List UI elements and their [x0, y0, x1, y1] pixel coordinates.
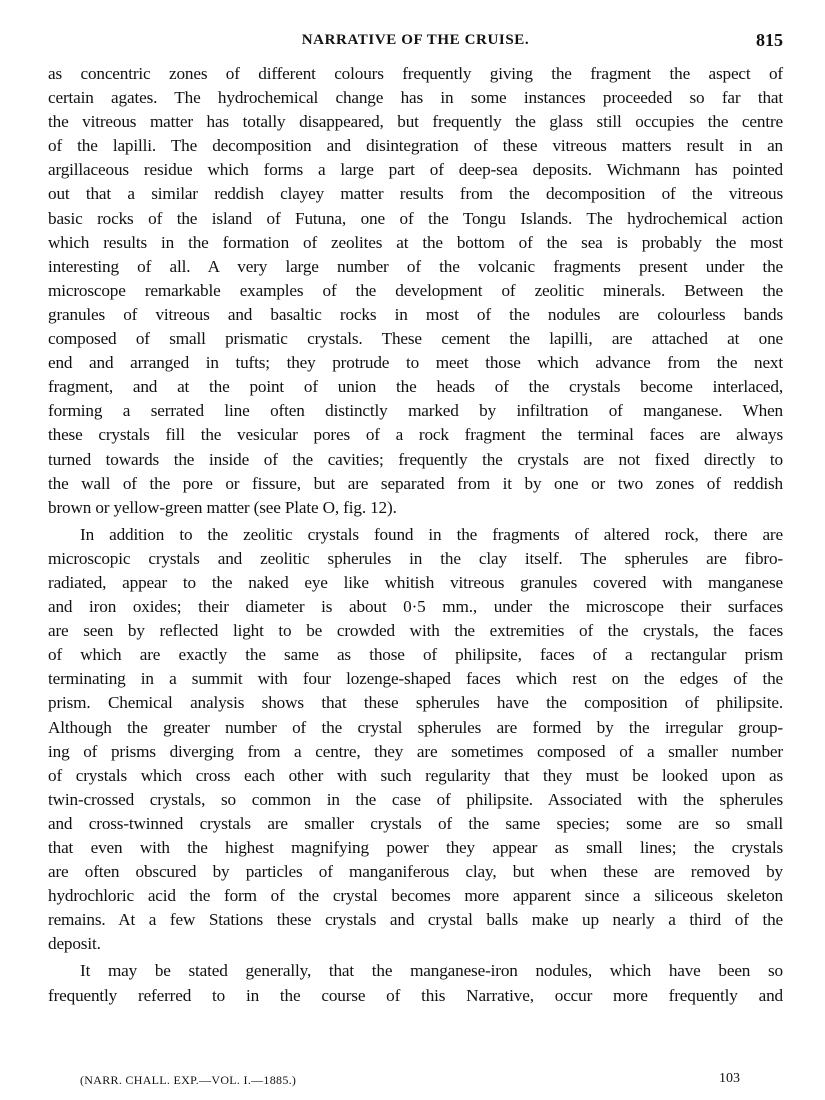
running-head: [48, 32, 783, 56]
text-line: deposit.: [48, 934, 101, 954]
text-line: composed of small prismatic crystals. These cement the lapilli, are attached at one: [48, 329, 783, 349]
text-line: the vitreous matter has totally disappeared, but frequently the glass still occupies the centre: [48, 112, 783, 132]
text-line: out that a similar reddish clayey matter results from the decomposition of the vitreous: [48, 184, 783, 204]
paragraph: [48, 959, 783, 1007]
text-line: basic rocks of the island of Futuna, one of the Tongu Islands. The hydrochemical action: [48, 208, 783, 228]
text-line: In addition to the zeolitic crystals found in the fragments of altered rock, there are: [80, 524, 783, 544]
text-line: fragment, and at the point of union the heads of the crystals become interlaced,: [48, 377, 783, 397]
text-line: as concentric zones of different colours frequently giving the fragment the aspect of: [48, 64, 783, 83]
text-line: It may be stated generally, that the manganese-iron nodules, which have been so: [80, 961, 783, 981]
text-line: forming a serrated line often distinctly marked by infiltration of manganese. When: [48, 401, 783, 421]
text-line: remains. At a few Stations these crystals and crystal balls make up nearly a third of the: [48, 910, 783, 930]
text-line: twin-crossed crystals, so common in the case of philipsite. Associated with the spherules: [48, 789, 783, 809]
text-line: interesting of all. A very large number of the volcanic fragments present under the: [48, 256, 783, 276]
text-line: end and arranged in tufts; they protrude to meet those which advance from the next: [48, 353, 783, 373]
text-line: brown or yellow-green matter (see Plate O, fig. 12).: [48, 497, 397, 517]
paragraph: [48, 62, 783, 520]
text-line: radiated, appear to the naked eye like whitish vitreous granules covered with manganese: [48, 572, 783, 592]
text-line: certain agates. The hydrochemical change has in some instances proceeded so far that: [48, 88, 783, 108]
footer-imprint: (NARR. CHALL. EXP.—VOL. I.—1885.): [80, 1073, 297, 1087]
text-line: and cross-twinned crystals are smaller crystals of the same species; some are so small: [48, 813, 783, 833]
text-line: hydrochloric acid the form of the crystal becomes more apparent since a siliceous skeleton: [48, 886, 783, 906]
text-line: turned towards the inside of the cavities; frequently the crystals are not fixed directly to: [48, 449, 783, 469]
page-number: 815: [756, 30, 783, 50]
text-line: Although the greater number of the crystal spherules are formed by the irregular group-: [48, 717, 783, 737]
text-line: of crystals which cross each other with such regularity that they must be looked upon as: [48, 765, 783, 785]
text-line: of the lapilli. The decomposition and disintegration of these vitreous matters result in an: [48, 136, 783, 156]
body-text: [48, 62, 783, 1008]
text-line: which results in the formation of zeolites at the bottom of the sea is probably the most: [48, 232, 783, 252]
text-line: that even with the highest magnifying power they appear as small lines; the crystals: [48, 838, 783, 857]
paragraph: [48, 523, 783, 957]
text-line: prism. Chemical analysis shows that these spherules have the composition of philipsite.: [48, 693, 783, 713]
page-footer: [80, 1073, 740, 1093]
text-line: are seen by reflected light to be crowded with the extremities of the crystals, the faces: [48, 621, 783, 641]
text-line: terminating in a summit with four lozenge-shaped faces which rest on the edges of the: [48, 669, 783, 689]
text-line: and iron oxides; their diameter is about 0·5 mm., under the microscope their surfaces: [48, 597, 783, 617]
text-line: frequently referred to in the course of this Narrative, occur more frequently and: [48, 985, 783, 1005]
text-line: ing of prisms diverging from a centre, they are sometimes composed of a smaller number: [48, 741, 783, 761]
text-line: the wall of the pore or fissure, but are separated from it by one or two zones of reddish: [48, 473, 783, 493]
text-line: microscopic crystals and zeolitic spherules in the clay itself. The spherules are fibro-: [48, 548, 783, 568]
running-title: NARRATIVE OF THE CRUISE.: [301, 32, 530, 48]
text-line: microscope remarkable examples of the development of zeolitic minerals. Between the: [48, 280, 783, 300]
signature-number: 103: [719, 1071, 740, 1086]
text-line: argillaceous residue which forms a large part of deep-sea deposits. Wichmann has pointed: [48, 160, 783, 180]
text-line: granules of vitreous and basaltic rocks in most of the nodules are colourless bands: [48, 304, 783, 324]
text-line: of which are exactly the same as those of philipsite, faces of a rectangular prism: [48, 645, 783, 665]
text-line: these crystals fill the vesicular pores of a rock fragment the terminal faces are always: [48, 425, 783, 445]
text-line: are often obscured by particles of manganiferous clay, but when these are removed by: [48, 862, 783, 882]
